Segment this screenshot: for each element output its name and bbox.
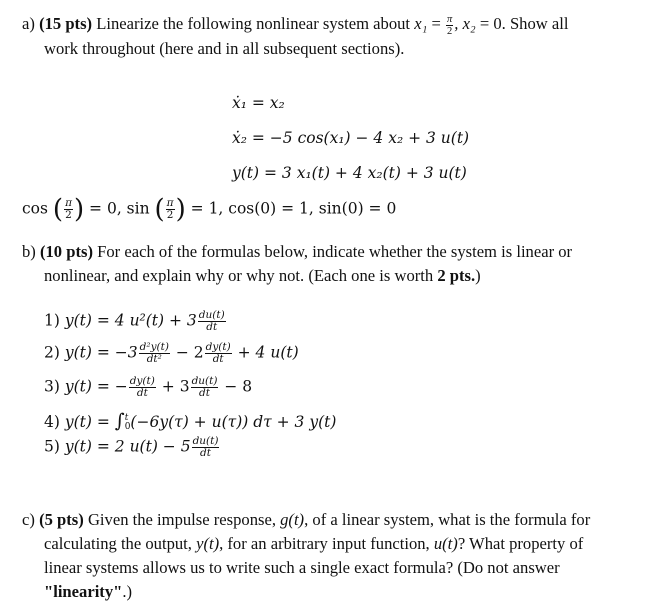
part-c-paragraph: c) (5 pts) Given the impulse response, g(t), of a linear system, what is the formula for calculating the output, y(t), for an arbitrary input function, u(t)? What property of linear systems allows us to write such a single exact formula? (Do not answer "linearity".) bbox=[22, 510, 591, 601]
part-a-pi-over-2: $\frac{\pi}{2}$ bbox=[447, 13, 453, 37]
equation-x2-dot: ẋ₂ = −5 cos(x₁) − 4 x₂ + 3 u(t) bbox=[232, 129, 470, 147]
part-b-paragraph: b) (10 pts) For each of the formulas below, indicate whether the system is linear or nonlinear, and explain why or why not. (Each one is worth 2 pts.) bbox=[22, 242, 573, 285]
part-a-paragraph bbox=[22, 12, 628, 61]
part-b-label: b) bbox=[22, 242, 36, 261]
equation-x1-dot: ẋ₁ = x₂ bbox=[232, 94, 285, 112]
formula-5: 5) y(t) = 2 u(t) − 5 $\frac{du(t)}{dt}$ bbox=[44, 435, 219, 459]
part-a-x2: , x₂ bbox=[454, 14, 476, 33]
part-a-points: (15 pts) bbox=[39, 14, 93, 33]
part-a-text-line2: work throughout (here and in all subsequent sections). bbox=[44, 38, 405, 58]
formula-3: 3) y(t) = − $\frac{dy(t)}{dt}$ + 3 $\frac{du(t)}{dt}$ − 8 bbox=[44, 375, 253, 399]
part-a-eq: = bbox=[427, 14, 445, 33]
formula-2: 2) y(t) = −3 $\frac{\text{d²y(t)}}{\text{dt²}}$ − 2 $\frac{dy(t)}{dt}$ + 4 u(t) bbox=[44, 341, 299, 365]
part-c-points: (5 pts) bbox=[39, 510, 84, 529]
part-b-text-line1: For each of the formulas below, indicate whether the system is linear or bbox=[97, 242, 573, 261]
trig-hint: cos ( $\frac{\pi}{2}$ ) = 0, sin ( $\frac{\pi}{2}$ ) = 1, cos(0) = 1, sin(0) = 0 bbox=[22, 194, 397, 225]
part-a-x1: x₁ bbox=[414, 14, 428, 33]
equation-output: y(t) = 3 x₁(t) + 4 x₂(t) + 3 u(t) bbox=[232, 164, 467, 182]
formula-4: 4) y(t) = ∫ t 0 (−6y(τ) + u(τ)) dτ + 3 y(t) bbox=[44, 410, 337, 432]
formula-1: 1) y(t) = 4 u²(t) + 3 $\frac{du(t)}{dt}$ bbox=[44, 309, 225, 333]
part-b-points: (10 pts) bbox=[39, 242, 93, 261]
part-a-eq-zero: = 0. Show all bbox=[475, 14, 569, 33]
part-a-text-line1: Linearize the following nonlinear system about bbox=[96, 14, 411, 33]
part-a-label: a) bbox=[22, 14, 35, 33]
part-c-label: c) bbox=[22, 510, 35, 529]
